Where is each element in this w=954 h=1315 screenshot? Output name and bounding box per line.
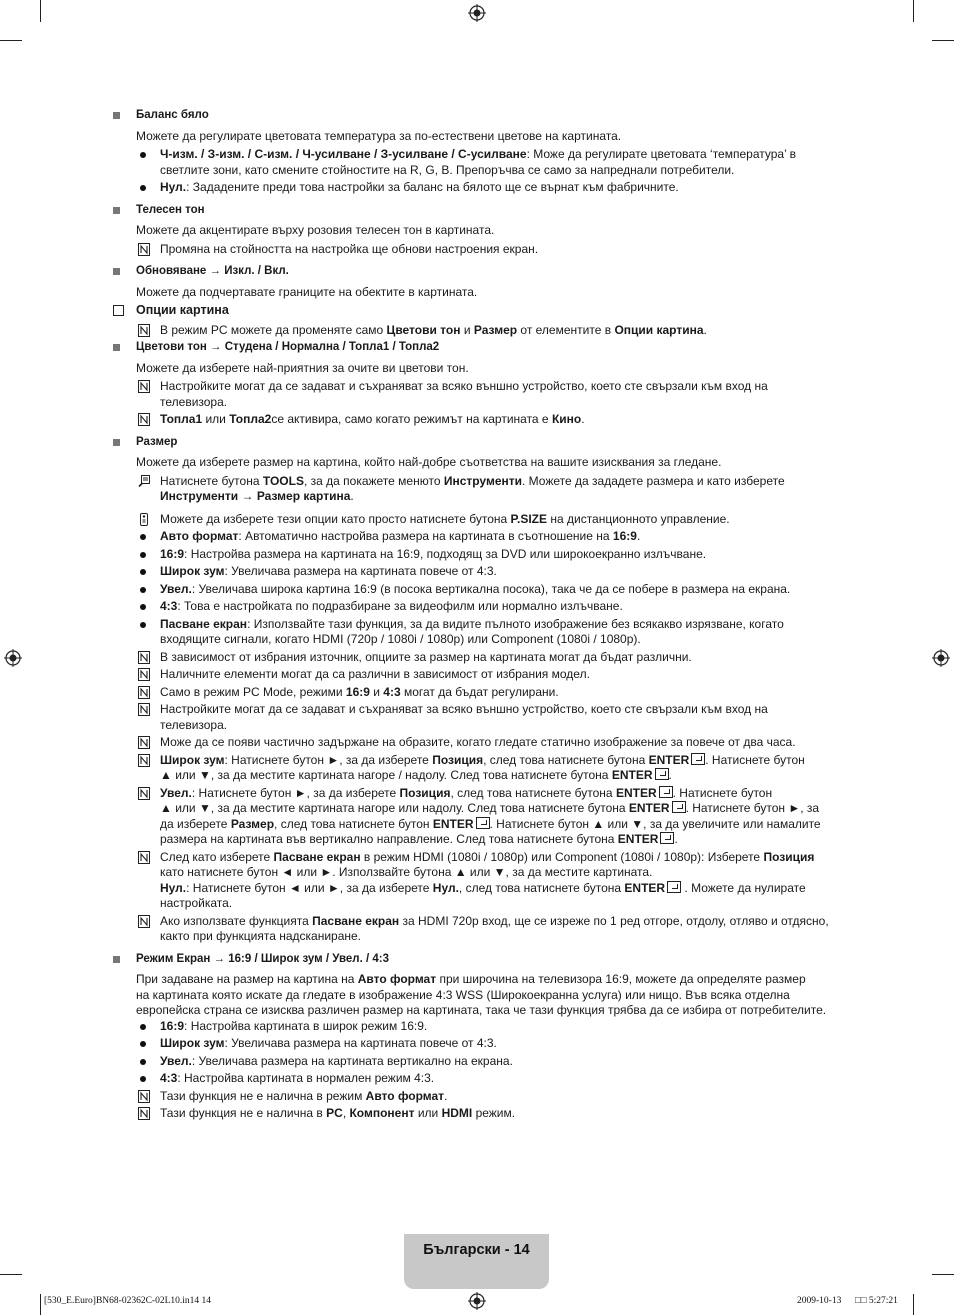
bullet-dot-icon	[140, 1059, 146, 1065]
note-icon	[138, 413, 150, 426]
page-label: Български - 14	[423, 1242, 530, 1258]
registration-mark-icon	[468, 4, 486, 22]
manual-content	[113, 108, 843, 1124]
bullet-item: 4:3: Настройва картината в нормален режим 4:3.	[113, 1071, 843, 1087]
note-item: След като изберете Пасване екран в режим HDMI (1080i / 1080p) или Component (1080i / 1080p): Изберете Позиция като натиснете бутон ◄ или ►. Използвайте бутона ▲ или ▼, за да местите картината. Нул.: Натиснете бутон ◄ или ►, за да изберете Нул., след това натиснете бутона ENTER . Можете да нулирате настройката.	[113, 850, 843, 912]
note-icon	[138, 1107, 150, 1120]
note-item: Наличните елементи могат да са различни в зависимост от избрания модел.	[113, 667, 843, 683]
enter-key-icon	[476, 817, 490, 829]
section-heading: Баланс бяло	[113, 108, 843, 124]
bullet-item: 16:9: Настройва картината в широк режим 16:9.	[113, 1019, 843, 1035]
note-item: Настройките могат да се задават и съхраняват за всяко външно устройство, което сте свързали към вход на телевизора.	[113, 379, 843, 410]
file-info: [530_E.Euro]BN68-02362C-02L10.in14 14	[44, 1296, 212, 1306]
note-item: Широк зум: Натиснете бутон ►, за да изберете Позиция, след това натиснете бутона ENTER . Натиснете бутон ▲ или ▼, за да местите картината нагоре / надолу. След това натиснете бутона ENTER .	[113, 753, 843, 784]
registration-mark-icon	[4, 649, 22, 667]
description: Можете да изберете размер на картина, който най-добре съответства на вашите изисквания за гледане.	[136, 455, 722, 469]
note-icon	[138, 324, 150, 337]
registration-mark-icon	[468, 1292, 486, 1310]
bullet-item: Широк зум: Увеличава размера на картината повече от 4:3.	[113, 564, 843, 580]
note-item: Промяна на стойността на настройка ще обнови настроения екран.	[113, 242, 843, 258]
square-bullet-icon	[113, 207, 120, 214]
note-item: В режим PC можете да променяте само Цветови тон и Размер от елементите в Опции картина.	[113, 323, 843, 339]
note-item: Тази функция не е налична в PC, Компонент или HDMI режим.	[113, 1106, 843, 1122]
description: При задаване на размер на картина на Авто формат при широчина на телевизора 16:9, можете да определяте размер на картината която искате да гледате в изображение 4:3 WSS (Широкоекранна услуга) или нищо. Във всяка отделна европейска страна се изисква различен размер на картината, така че тази функция трябва да се избира от потребителите.	[136, 972, 827, 1017]
bullet-item: Широк зум: Увеличава размера на картината повече от 4:3.	[113, 1036, 843, 1052]
tools-item: Натиснете бутона TOOLS, за да покажете менюто Инструменти. Можете да зададете размера и като изберете Инструменти → Размер картина.	[113, 474, 843, 505]
note-icon	[138, 703, 150, 716]
note-icon	[138, 668, 150, 681]
checkbox-square-icon	[113, 305, 124, 316]
square-bullet-icon	[113, 268, 120, 275]
description: Можете да изберете най-приятния за очите ви цветови тон.	[136, 360, 469, 375]
enter-key-icon	[691, 753, 705, 765]
bullet-item: Нул.: Зададените преди това настройки за баланс на бялото ще се върнат към фабричните.	[113, 180, 843, 196]
bullet-item: 4:3: Това е настройката по подразбиране за видеофилм или нормално излъчване.	[113, 599, 843, 615]
note-icon	[138, 754, 150, 767]
square-bullet-icon	[113, 439, 120, 446]
remote-item: Можете да изберете тези опции като просто натиснете бутона P.SIZE на дистанционното управление.	[113, 512, 843, 528]
bullet-item: Увел.: Увеличава широка картина 16:9 (в посока вертикална посока), така че да се побере в размера на екрана.	[113, 582, 843, 598]
note-item: Увел.: Натиснете бутон ►, за да изберете Позиция, след това натиснете бутона ENTER . Натиснете бутон ▲ или ▼, за да местите картината нагоре или надолу. След това натиснете бутона ENTER . Натиснете бутон ►, за да изберете Размер, след това натиснете бутон ENTER . Натиснете бутон ▲ или ▼, за да увеличите или намалите размера на картината във вертикално направление. След това натиснете бутона ENTER .	[113, 786, 843, 848]
section-heading: Цветови тон → Студена / Нормална / Топла1 / Топла2	[113, 340, 843, 356]
note-icon	[138, 243, 150, 256]
crop-mark	[913, 1294, 914, 1315]
crop-mark	[0, 1274, 22, 1275]
crop-mark	[913, 0, 914, 22]
tools-icon	[138, 475, 150, 488]
bullet-dot-icon	[140, 587, 146, 593]
page-label-tab	[404, 1234, 549, 1289]
bullet-item: Авто формат: Автоматично настройва размера на картината в съотношение на 16:9.	[113, 529, 843, 545]
bullet-item: Ч-изм. / З-изм. / С-изм. / Ч-усилване / З-усилване / С-усилване: Може да регулирате цветовата ‘температура’ в светлите зони, като смените стойностите на R, G, B. Препоръчва се само за напреднали потребители.	[113, 147, 843, 178]
note-item: Топла1 или Топла2се активира, само когато режимът на картината е Кино.	[113, 412, 843, 428]
bullet-item: Пасване екран: Използвайте тази функция, за да видите пълното изображение без всякакво изрязване, когато входящите сигнали, когато HDMI (720p / 1080i / 1080p) или Component (1080i / 1080p).	[113, 617, 843, 648]
section-heading: Обновяване → Изкл. / Вкл.	[113, 264, 843, 280]
bullet-dot-icon	[140, 552, 146, 558]
crop-mark	[932, 1274, 954, 1275]
note-item: Тази функция не е налична в режим Авто формат.	[113, 1089, 843, 1105]
bullet-dot-icon	[140, 604, 146, 610]
description: Можете да регулирате цветовата температура за по-естествени цветове на картината.	[136, 128, 622, 143]
enter-key-icon	[667, 881, 681, 893]
note-item: В зависимост от избрания източник, опциите за размер на картината могат да бъдат различни.	[113, 650, 843, 666]
section-heading: Телесен тон	[113, 203, 843, 219]
enter-key-icon	[660, 832, 674, 844]
square-bullet-icon	[113, 956, 120, 963]
remote-icon	[138, 513, 150, 526]
square-bullet-icon	[113, 344, 120, 351]
note-icon	[138, 787, 150, 800]
description: Можете да акцентирате върху розовия телесен тон в картината.	[136, 223, 495, 237]
crop-mark	[40, 1294, 41, 1315]
bullet-dot-icon	[140, 152, 146, 158]
note-icon	[138, 736, 150, 749]
print-date: 2009-10-13	[797, 1296, 842, 1306]
description: Можете да подчертавате границите на обектите в картината.	[136, 284, 478, 299]
note-icon	[138, 851, 150, 864]
bullet-dot-icon	[140, 534, 146, 540]
crop-mark	[0, 40, 22, 41]
crop-mark	[40, 0, 41, 22]
note-item: Ако използвате функцията Пасване екран за HDMI 720p вход, ще се изреже по 1 ред отгоре, отдолу, отляво и отдясно, както при функцията надсканиране.	[113, 914, 843, 945]
bullet-dot-icon	[140, 1024, 146, 1030]
bullet-dot-icon	[140, 1076, 146, 1082]
bullet-item: Увел.: Увеличава размера на картината вертикално на екрана.	[113, 1054, 843, 1070]
square-bullet-icon	[113, 112, 120, 119]
print-time: □□ 5:27:21	[855, 1296, 898, 1306]
section-heading: Размер	[113, 435, 843, 451]
bullet-dot-icon	[140, 569, 146, 575]
bullet-dot-icon	[140, 1041, 146, 1047]
registration-mark-icon	[932, 649, 950, 667]
note-icon	[138, 651, 150, 664]
note-icon	[138, 686, 150, 699]
crop-mark	[932, 40, 954, 41]
subsection-heading: Опции картина	[113, 303, 843, 319]
note-icon	[138, 915, 150, 928]
bullet-dot-icon	[140, 622, 146, 628]
bullet-dot-icon	[140, 185, 146, 191]
note-icon	[138, 1090, 150, 1103]
enter-key-icon	[672, 801, 686, 813]
bullet-item: 16:9: Настройва размера на картината на 16:9, подходящ за DVD или широкоекранно излъчване.	[113, 547, 843, 563]
note-icon	[138, 380, 150, 393]
note-item: Само в режим PC Mode, режими 16:9 и 4:3 могат да бъдат регулирани.	[113, 685, 843, 701]
note-item: Може да се появи частично задържане на образите, когато гледате статично изображение за повече от два часа.	[113, 735, 843, 751]
enter-key-icon	[655, 768, 669, 780]
enter-key-icon	[659, 786, 673, 798]
note-item: Настройките могат да се задават и съхраняват за всяко външно устройство, което сте свързали към вход на телевизора.	[113, 702, 843, 733]
section-heading: Режим Екран → 16:9 / Широк зум / Увел. / 4:3	[113, 952, 843, 968]
